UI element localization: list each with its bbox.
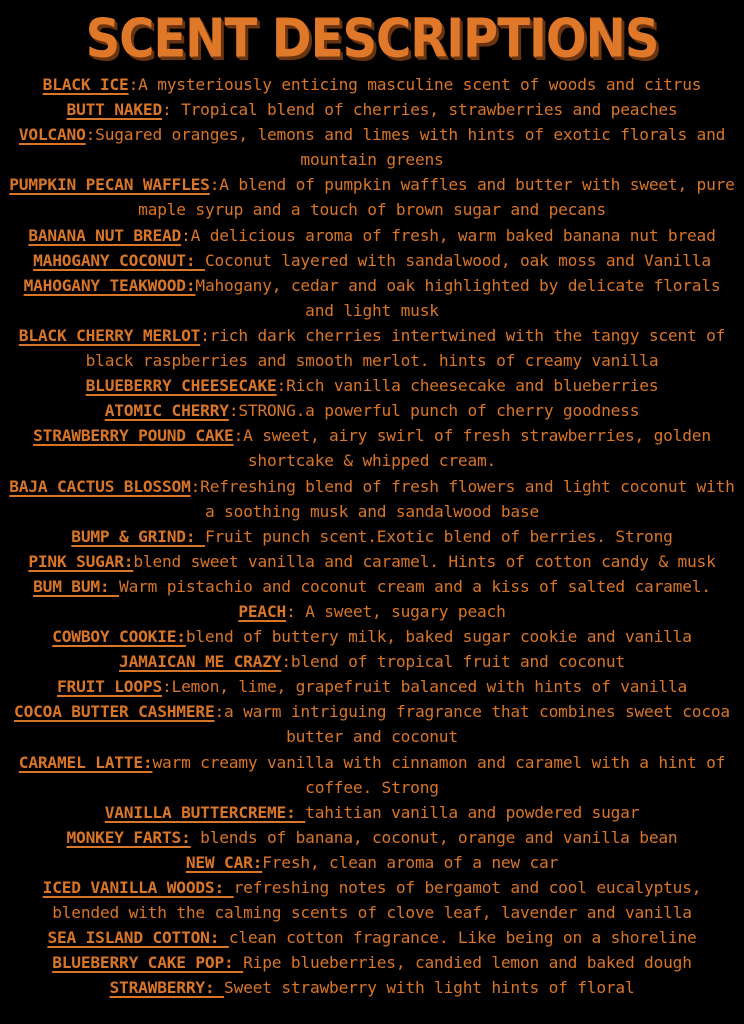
scent-description: :A delicious aroma of fresh, warm baked banana nut bread (181, 225, 716, 245)
scent-entry (6, 674, 738, 699)
scent-entry (6, 223, 738, 248)
scent-entry (6, 925, 738, 950)
scent-name: NEW CAR: (185, 852, 263, 872)
scent-entry (6, 323, 738, 373)
scent-entry (6, 624, 738, 649)
scent-description: clean cotton fragrance. Like being on a shoreline (228, 928, 697, 948)
scent-name: PINK SUGAR: (28, 551, 134, 571)
scent-name: BAJA CACTUS BLOSSOM (9, 476, 191, 496)
scent-name: MAHOGANY COCONUT: (33, 250, 205, 270)
scent-description: blend of buttery milk, baked sugar cookie and vanilla (185, 627, 692, 647)
scent-name: SEA ISLAND COTTON: (47, 928, 229, 948)
scent-description: :Sugared oranges, lemons and limes with hints of exotic florals and mountain greens (85, 125, 726, 170)
scent-name: VOLCANO (18, 125, 86, 145)
scent-description: blends of banana, coconut, orange and vanilla bean (190, 827, 678, 847)
scent-description: blend sweet vanilla and caramel. Hints of cotton candy & musk (133, 551, 716, 571)
scent-entry (6, 800, 738, 825)
scent-description: :A mysteriously enticing masculine scent of woods and citrus (128, 75, 702, 94)
scent-name: COWBOY COOKIE: (52, 627, 186, 647)
scent-description: :STRONG.a powerful punch of cherry goodness (228, 401, 640, 421)
scent-list (6, 72, 738, 1000)
scent-description: :Refreshing blend of fresh flowers and light coconut with a soothing musk and sandalwood base (190, 476, 735, 521)
scent-name: MAHOGANY TEAKWOOD: (23, 275, 196, 295)
scent-description: :A blend of pumpkin waffles and butter with sweet, pure maple syrup and a touch of brown sugar and pecans (138, 175, 735, 220)
scent-entry (6, 97, 738, 122)
scent-entry (6, 699, 738, 749)
scent-entry (6, 172, 738, 222)
scent-name: JAMAICAN ME CRAZY (119, 652, 282, 672)
scent-entry (6, 875, 738, 925)
scent-entry (6, 474, 738, 524)
scent-name: STRAWBERRY POUND CAKE (33, 426, 234, 446)
scent-description: :rich dark cherries intertwined with the tangy scent of black raspberries and smooth merlot. hints of creamy vanilla (85, 325, 726, 371)
scent-name: BUTT NAKED (66, 100, 162, 120)
scent-name: MONKEY FARTS: (66, 827, 191, 847)
scent-entry (6, 950, 738, 975)
scent-entry (6, 975, 738, 1000)
scent-entry (6, 273, 738, 323)
scent-name: ICED VANILLA WOODS: (42, 878, 234, 897)
scent-description: Coconut layered with sandalwood, oak moss and Vanilla (204, 250, 711, 270)
scent-entry (6, 398, 738, 423)
page-title: SCENT DESCRIPTIONS (85, 7, 659, 71)
scent-name: ATOMIC CHERRY (104, 401, 229, 421)
scent-name: BLACK ICE (42, 75, 129, 94)
scent-entry (6, 549, 738, 574)
scent-description: : Tropical blend of cherries, strawberries and peaches (162, 100, 678, 120)
scent-description: :A sweet, airy swirl of fresh strawberries, golden shortcake & whipped cream. (233, 426, 711, 471)
scent-entry (6, 649, 738, 674)
scent-name: FRUIT LOOPS (56, 677, 162, 697)
scent-description: Warm pistachio and coconut cream and a kiss of salted caramel. (119, 576, 711, 596)
scent-name: BUMP & GRIND: (71, 526, 205, 546)
scent-name: VANILLA BUTTERCREME: (104, 802, 306, 822)
scent-entry (6, 750, 738, 800)
scent-entry (6, 574, 738, 599)
scent-description: :Rich vanilla cheesecake and blueberries (276, 376, 659, 396)
scent-name: BLUEBERRY CAKE POP: (52, 953, 244, 973)
scent-entry (6, 423, 738, 473)
scent-name: BUM BUM: (33, 576, 120, 596)
scent-name: PUMPKIN PECAN WAFFLES (9, 175, 210, 195)
scent-description: Ripe blueberries, candied lemon and baked dough (243, 953, 692, 973)
scent-name: BLACK CHERRY MERLOT (18, 325, 201, 345)
scent-description: Fresh, clean aroma of a new car (262, 852, 559, 872)
scent-entry (6, 524, 738, 549)
scent-name: BANANA NUT BREAD (28, 225, 182, 245)
scent-description: warm creamy vanilla with cinnamon and caramel with a hint of coffee. Strong (152, 752, 726, 797)
scent-description: : A sweet, sugary peach (286, 601, 506, 621)
scent-entry (6, 248, 738, 273)
scent-description: :Lemon, lime, grapefruit balanced with hints of vanilla (162, 677, 688, 697)
scent-entry (6, 599, 738, 624)
scent-description: Mahogany, cedar and oak highlighted by delicate florals and light musk (195, 275, 721, 320)
scent-name: PEACH (238, 601, 287, 621)
scent-entry (6, 825, 738, 850)
scent-entry (6, 850, 738, 875)
scent-name: BLUEBERRY CHEESECAKE (85, 376, 277, 396)
scent-description: :a warm intriguing fragrance that combines sweet cocoa butter and coconut (214, 702, 730, 747)
scent-entry (6, 72, 738, 97)
scent-description: tahitian vanilla and powdered sugar (305, 802, 640, 822)
scent-name: STRAWBERRY: (109, 978, 225, 998)
scent-name: CARAMEL LATTE: (18, 752, 153, 772)
scent-description: Sweet strawberry with light hints of floral (224, 978, 635, 998)
scent-entry (6, 373, 738, 398)
scent-entry (6, 122, 738, 172)
scent-name: COCOA BUTTER CASHMERE (14, 702, 215, 722)
scent-description: refreshing notes of bergamot and cool eucalyptus, blended with the calming scents of clove leaf, lavender and vanilla (52, 878, 702, 923)
scent-description: :blend of tropical fruit and coconut (281, 652, 625, 672)
scent-description: Fruit punch scent.Exotic blend of berries. Strong (204, 526, 673, 546)
